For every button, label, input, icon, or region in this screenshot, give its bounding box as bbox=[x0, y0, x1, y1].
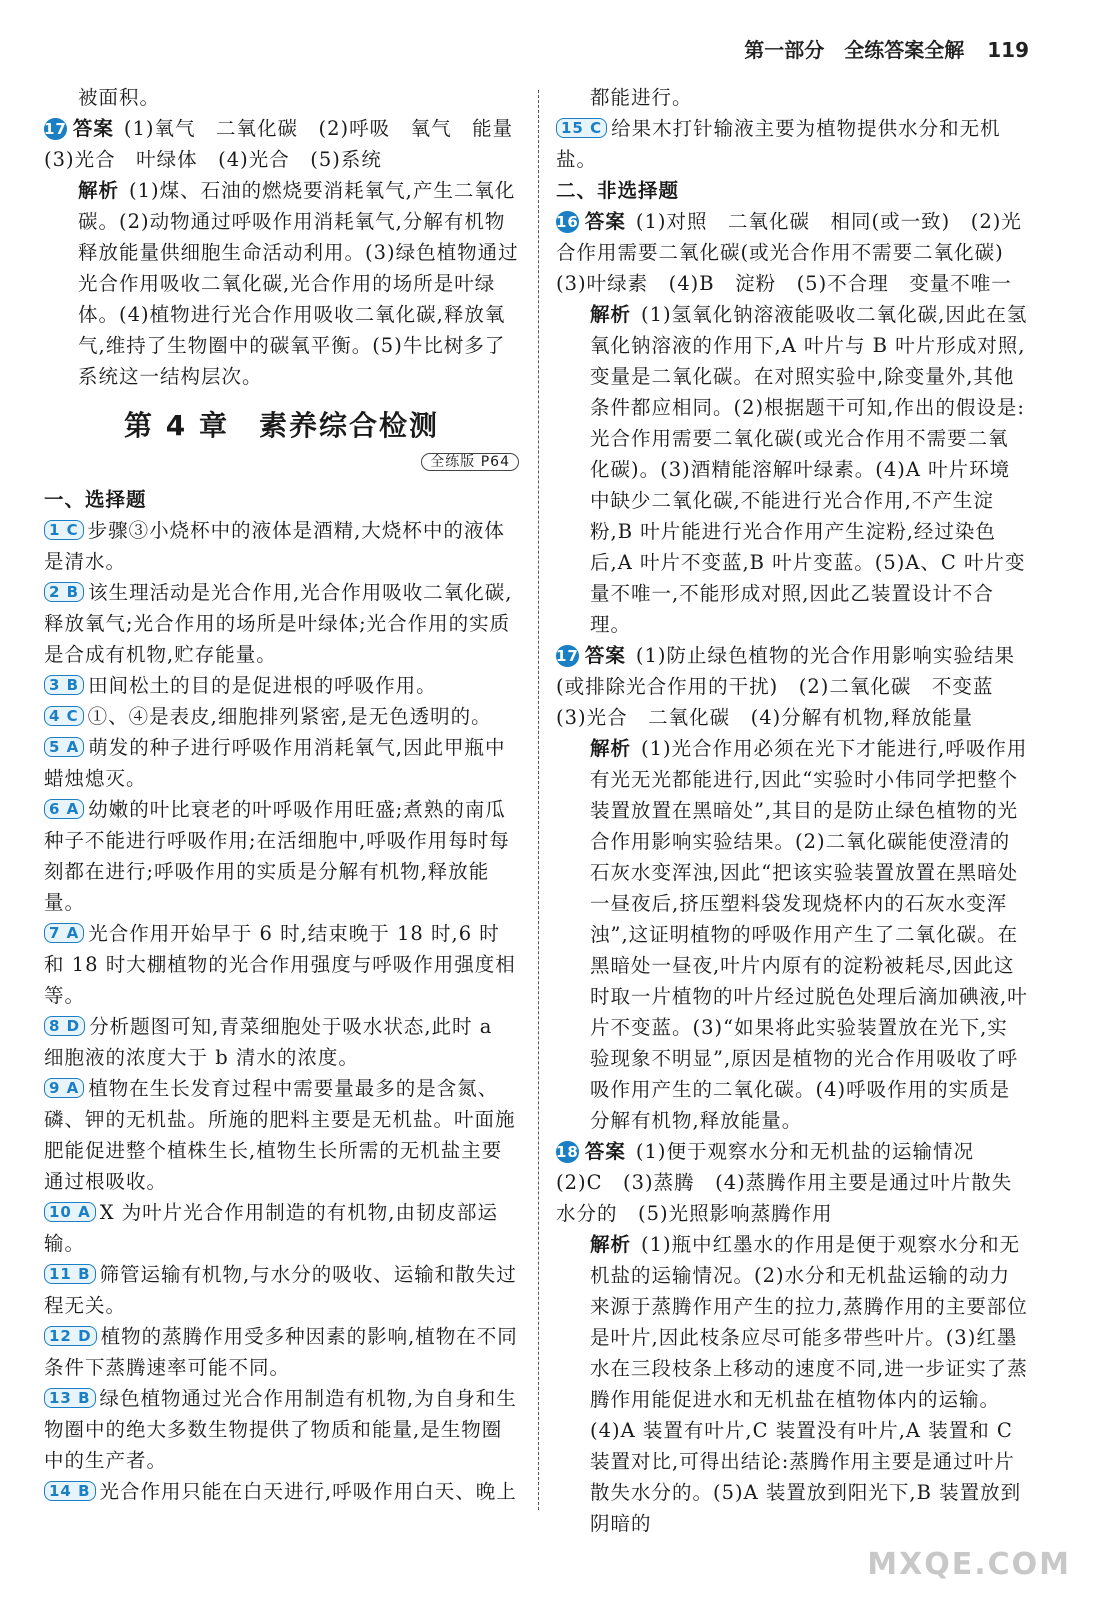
answer-text: 步骤③小烧杯中的液体是酒精,大烧杯中的液体是清水。 bbox=[44, 519, 505, 573]
answer-badge: 15 C bbox=[556, 118, 607, 138]
answer-text: 田间松土的目的是促进根的呼吸作用。 bbox=[88, 674, 437, 697]
answer-badge: 2 B bbox=[44, 582, 84, 602]
answer-badge: 5 A bbox=[44, 737, 84, 757]
choice-answer-item bbox=[44, 1197, 519, 1259]
answer-text: X 为叶片光合作用制造的有机物,由韧皮部运输。 bbox=[44, 1201, 498, 1255]
analysis-18 bbox=[556, 1229, 1028, 1539]
choice-answer-item bbox=[44, 577, 519, 670]
answer-17 bbox=[44, 113, 534, 175]
analysis-label: 解析 bbox=[590, 1233, 632, 1256]
analysis-16 bbox=[556, 299, 1028, 640]
choice-answer-item bbox=[44, 515, 519, 577]
page-number: 119 bbox=[987, 38, 1029, 62]
answer-text: 萌发的种子进行呼吸作用消耗氧气,因此甲瓶中蜡烛熄灭。 bbox=[44, 736, 506, 790]
answer-text: 幼嫩的叶比衰老的叶呼吸作用旺盛;煮熟的南瓜种子不能进行呼吸作用;在活细胞中,呼吸作用每时每刻都在进行;呼吸作用的实质是分解有机物,释放能量。 bbox=[44, 798, 510, 914]
answer-label: 答案 bbox=[584, 210, 626, 233]
question-number: 16 bbox=[556, 213, 579, 231]
choice-answer-item bbox=[44, 1011, 519, 1073]
answer-16 bbox=[556, 206, 1028, 299]
question-number: 17 bbox=[556, 647, 579, 665]
answer-badge: 1 C bbox=[44, 520, 84, 540]
answer-text: ①、④是表皮,细胞排列紧密,是无色透明的。 bbox=[87, 705, 492, 728]
choice-answer-item bbox=[44, 670, 519, 701]
chapter-title: 第 4 章 素养综合检测 bbox=[124, 409, 439, 442]
choice-answer-list bbox=[44, 515, 519, 1507]
analysis-label: 解析 bbox=[590, 737, 632, 760]
choice-answer-item bbox=[44, 794, 519, 918]
answer-text: 光合作用只能在白天进行,呼吸作用白天、晚上 bbox=[99, 1480, 517, 1503]
answer-label: 答案 bbox=[72, 117, 114, 140]
answer-badge: 3 B bbox=[44, 675, 84, 695]
analysis-17-right bbox=[556, 733, 1028, 1136]
analysis-label: 解析 bbox=[590, 303, 632, 326]
header-section: 第一部分 全练答案全解 bbox=[744, 38, 965, 62]
answer-badge: 13 B bbox=[44, 1388, 96, 1408]
question-number: 18 bbox=[556, 1143, 579, 1161]
choice-answer-item bbox=[44, 918, 519, 1011]
choice-answer-item bbox=[44, 1383, 519, 1476]
answer-text: 植物在生长发育过程中需要量最多的是含氮、磷、钾的无机盐。所施的肥料主要是无机盐。叶面施肥能促进整个植株生长,植物生长所需的无机盐主要通过根吸收。 bbox=[44, 1077, 516, 1193]
watermark: MXQE.COM bbox=[867, 1547, 1071, 1582]
analysis-label: 解析 bbox=[78, 179, 120, 202]
continued-text: 被面积。 bbox=[78, 86, 161, 109]
answer-text: 给果木打针输液主要为植物提供水分和无机盐。 bbox=[556, 117, 1001, 171]
answer-text: (1)便于观察水分和无机盐的运输情况 (2)C (3)蒸腾 (4)蒸腾作用主要是通过叶片散失水分的 (5)光照影响蒸腾作用 bbox=[556, 1140, 1013, 1225]
page-header bbox=[744, 34, 1029, 63]
column-divider bbox=[538, 90, 539, 1510]
answer-badge: 4 C bbox=[44, 706, 84, 726]
answer-15 bbox=[556, 113, 1028, 175]
answer-text: 该生理活动是光合作用,光合作用吸收二氧化碳,释放氧气;光合作用的场所是叶绿体;光合作用的实质是合成有机物,贮存能量。 bbox=[44, 581, 513, 666]
question-number: 17 bbox=[44, 120, 67, 138]
answer-text: 筛管运输有机物,与水分的吸收、运输和散失过程无关。 bbox=[44, 1263, 517, 1317]
edition-tag bbox=[44, 447, 519, 478]
analysis-text: (1)煤、石油的燃烧要消耗氧气,产生二氧化碳。(2)动物通过呼吸作用消耗氧气,分解有机物释放能量供细胞生命活动利用。(3)绿色植物通过光合作用吸收二氧化碳,光合作用的场所是叶绿体。(4)植物进行光合作用吸收二氧化碳,释放氧气,维持了生物圈中的碳氧平衡。(5)牛比树多了系统这一结构层次。 bbox=[78, 179, 519, 388]
choice-answer-item bbox=[44, 1073, 519, 1197]
answer-badge: 6 A bbox=[44, 799, 84, 819]
answer-18 bbox=[556, 1136, 1028, 1229]
answer-text: 光合作用开始早于 6 时,结束晚于 18 时,6 时和 18 时大棚植物的光合作用强度与呼吸作用强度相等。 bbox=[44, 922, 516, 1007]
answer-badge: 12 D bbox=[44, 1326, 97, 1346]
left-column bbox=[44, 82, 534, 1507]
answer-badge: 9 A bbox=[44, 1078, 84, 1098]
answer-text: (1)对照 二氧化碳 相同(或一致) (2)光合作用需要二氧化碳(或光合作用不需要二氧化碳) (3)叶绿素 (4)B 淀粉 (5)不合理 变量不唯一 bbox=[556, 210, 1025, 295]
answer-text: 植物的蒸腾作用受多种因素的影响,植物在不同条件下蒸腾速率可能不同。 bbox=[44, 1325, 518, 1379]
continued-text: 都能进行。 bbox=[590, 86, 693, 109]
right-column bbox=[556, 82, 1028, 1539]
answer-badge: 7 A bbox=[44, 923, 84, 943]
choice-answer-item bbox=[44, 732, 519, 794]
analysis-text: (1)光合作用必须在光下才能进行,呼吸作用有光无光都能进行,因此“实验时小伟同学把整个装置放置在黑暗处”,其目的是防止绿色植物的光合作用影响实验结果。(2)二氧化碳能使澄清的石灰水变浑浊,因此“把该实验装置放置在黑暗处一昼夜后,挤压塑料袋发现烧杯内的石灰水变浑浊”,这证明植物的呼吸作用产生了二氧化碳。在黑暗处一昼夜,叶片内原有的淀粉被耗尽,因此这时取一片植物的叶片经过脱色处理后滴加碘液,叶片不变蓝。(3)“如果将此实验装置放在光下,实验现象不明显”,原因是植物的光合作用吸收了呼吸作用产生的二氧化碳。(4)呼吸作用的实质是分解有机物,释放能量。 bbox=[590, 737, 1028, 1132]
analysis-17 bbox=[44, 175, 519, 392]
choice-answer-item bbox=[44, 701, 519, 732]
answer-text: (1)氧气 二氧化碳 (2)呼吸 氧气 能量 (3)光合 叶绿体 (4)光合 (5)系统 bbox=[44, 117, 534, 171]
answer-badge: 8 D bbox=[44, 1016, 85, 1036]
answer-badge: 10 A bbox=[44, 1202, 96, 1222]
choice-answer-item bbox=[44, 1259, 519, 1321]
answer-label: 答案 bbox=[584, 1140, 626, 1163]
answer-label: 答案 bbox=[584, 644, 626, 667]
section-heading: 一、选择题 bbox=[44, 488, 147, 511]
answer-text: 绿色植物通过光合作用制造有机物,为自身和生物圈中的绝大多数生物提供了物质和能量,是生物圈中的生产者。 bbox=[44, 1387, 517, 1472]
choice-answer-item bbox=[44, 1321, 519, 1383]
answer-badge: 14 B bbox=[44, 1481, 96, 1501]
answer-text: (1)防止绿色植物的光合作用影响实验结果(或排除光合作用的干扰) (2)二氧化碳 不变蓝 (3)光合 二氧化碳 (4)分解有机物,释放能量 bbox=[556, 644, 1016, 729]
choice-answer-item bbox=[44, 1476, 519, 1507]
answer-text: 分析题图可知,青菜细胞处于吸水状态,此时 a 细胞液的浓度大于 b 清水的浓度。 bbox=[44, 1015, 493, 1069]
analysis-text: (1)氢氧化钠溶液能吸收二氧化碳,因此在氢氧化钠溶液的作用下,A 叶片与 B 叶片形成对照,变量是二氧化碳。在对照实验中,除变量外,其他条件都应相同。(2)根据题干可知,作出的假设是:光合作用需要二氧化碳(或光合作用不需要二氧化碳)。(3)酒精能溶解叶绿素。(4)A 叶片环境中缺少二氧化碳,不能进行光合作用,不产生淀粉,B 叶片能进行光合作用产生淀粉,经过染色后,A 叶片不变蓝,B 叶片变蓝。(5)A、C 叶片变量不唯一,不能形成对照,因此乙装置设计不合理。 bbox=[590, 303, 1028, 636]
answer-17-right bbox=[556, 640, 1028, 733]
answer-badge: 11 B bbox=[44, 1264, 96, 1284]
analysis-text: (1)瓶中红墨水的作用是便于观察水分和无机盐的运输情况。(2)水分和无机盐运输的动力来源于蒸腾作用产生的拉力,蒸腾作用的主要部位是叶片,因此枝条应尽可能多带些叶片。(3)红墨水在三段枝条上移动的速度不同,进一步证实了蒸腾作用能促进水和无机盐在植物体内的运输。(4)A 装置有叶片,C 装置没有叶片,A 装置和 C 装置对比,可得出结论:蒸腾作用主要是通过叶片散失水分的。(5)A 装置放到阳光下,B 装置放到阴暗的 bbox=[590, 1233, 1028, 1535]
edition-tag-label: 全练版 P64 bbox=[421, 453, 519, 471]
section-heading: 二、非选择题 bbox=[556, 179, 680, 202]
